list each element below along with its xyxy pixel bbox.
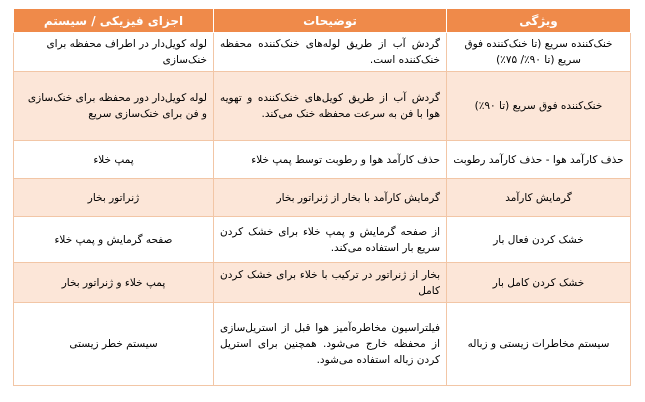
table-row — [14, 33, 631, 72]
table-row — [14, 179, 631, 217]
comparison-table — [13, 8, 631, 386]
description-cell: گردش آب از طریق لوله‌های خنک‌کننده محفظه خنک‌کننده است. — [214, 33, 447, 72]
header-description: توضیحات — [214, 9, 447, 33]
component-cell: پمپ خلاء — [14, 141, 214, 179]
table-row — [14, 217, 631, 263]
table-row — [14, 303, 631, 386]
feature-cell: گرمایش کارآمد — [447, 179, 631, 217]
description-cell: بخار از ژنراتور در ترکیب با خلاء برای خشک کردن کامل — [214, 263, 447, 303]
description-cell: حذف کارآمد هوا و رطوبت توسط پمپ خلاء — [214, 141, 447, 179]
component-cell: پمپ خلاء و ژنراتور بخار — [14, 263, 214, 303]
table-row — [14, 72, 631, 141]
table-row — [14, 141, 631, 179]
feature-cell: خشک کردن کامل بار — [447, 263, 631, 303]
table-header-row — [14, 9, 631, 33]
header-feature: ویژگی — [447, 9, 631, 33]
feature-cell: خنک‌کننده فوق سریع (تا ۹۰٪) — [447, 72, 631, 141]
feature-cell: خنک‌کننده سریع (تا خنک‌کننده فوق سریع (تا ۹۰٪/ ۷۵٪) — [447, 33, 631, 72]
description-cell: گردش آب از طریق کویل‌های خنک‌کننده و تهویه هوا با فن به سرعت محفظه خنک می‌کند. — [214, 72, 447, 141]
component-cell: سیستم خطر زیستی — [14, 303, 214, 386]
table-row — [14, 263, 631, 303]
comparison-table-container — [13, 8, 630, 386]
component-cell: صفحه گرمایش و پمپ خلاء — [14, 217, 214, 263]
component-cell: لوله کویل‌دار دور محفظه برای خنک‌سازی و فن برای خنک‌سازی سریع — [14, 72, 214, 141]
component-cell: ژنراتور بخار — [14, 179, 214, 217]
feature-cell: خشک کردن فعال بار — [447, 217, 631, 263]
component-cell: لوله کویل‌دار در اطراف محفظه برای خنک‌سازی — [14, 33, 214, 72]
feature-cell: سیستم مخاطرات زیستی و زباله — [447, 303, 631, 386]
header-component: اجزای فیزیکی / سیستم — [14, 9, 214, 33]
description-cell: فیلتراسیون مخاطره‌آمیز هوا قبل از استریل‌سازی از محفظه خارج می‌شود. همچنین برای استریل کردن زباله استفاده می‌شود. — [214, 303, 447, 386]
description-cell: از صفحه گرمایش و پمپ خلاء برای خشک کردن سریع بار استفاده می‌کند. — [214, 217, 447, 263]
feature-cell: حذف کارآمد هوا - حذف کارآمد رطوبت — [447, 141, 631, 179]
description-cell: گرمایش کارآمد با بخار از ژنراتور بخار — [214, 179, 447, 217]
